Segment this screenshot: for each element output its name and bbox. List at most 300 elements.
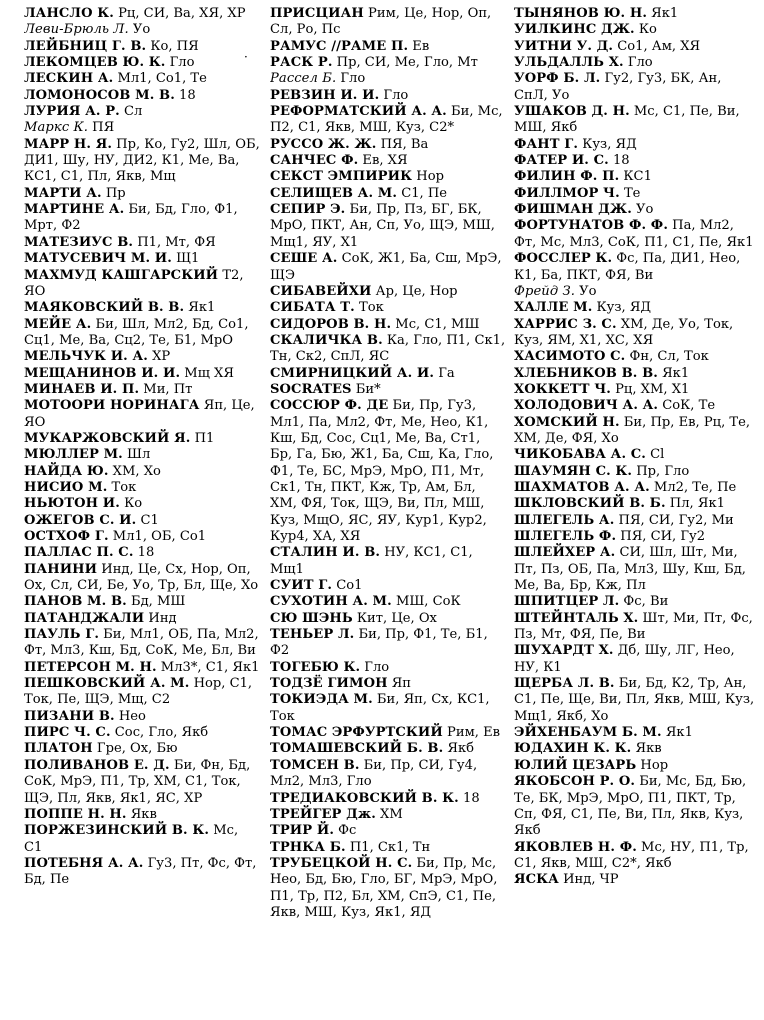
index-entry [270,692,506,725]
entry-name: ПАЛЛАС П. С. [24,545,134,561]
entry-references: Нор [636,757,669,773]
entry-references: Би, Пр, Гу3, Мл1, Па, Мл2, Фт, Ме, Нео, К1, Кш, Бд, Сос, Сц1, Ме, Ва, Ст1, Бр, Га, Бю, Ж1, Ба, Сш, Ка, Гло, Ф1, Те, БС, МрЭ, МрО, П1, Мт, Ск1, Тн, ПКТ, Кж, Тр, Ам, Бл, ХМ, ФЯ, Ток, ЩЭ, Ви, Пл, МШ, Куз, МщО, ЯС, ЯУ, Кур1, Кур2, Кур4, ХА, ХЯ [270,398,494,544]
entry-references: Мл1, ОБ, Со1 [108,529,207,544]
entry-references: Фс, Ви [619,594,669,610]
index-entry [24,562,260,595]
entry-name: ХЛЕБНИКОВ В. В. [514,365,658,381]
index-entry [270,856,506,921]
entry-references: Як1 [647,6,679,21]
entry-references: Якв [126,806,157,822]
index-entry [514,169,758,185]
entry-references: Мл1, Со1, Те [113,71,207,87]
entry-name: ПАНОВ М. В. [24,594,127,610]
entry-name: ТОМСЕН В. [270,757,360,773]
index-entry [270,333,506,366]
index-entry [24,545,260,561]
entry-name: СКАЛИЧКА В. [270,332,383,348]
entry-references: Уо [575,283,597,299]
entry-references: Мс, С1, Пе, Ви, МШ, Якб [514,104,740,136]
entry-name: ПАУЛЬ Г. [24,627,99,643]
index-entry [514,758,758,774]
entry-references: Ток [354,300,384,316]
index-entry [24,856,260,889]
entry-references: Бд, МШ [126,594,186,610]
entry-name: ПАНИНИ [24,561,98,577]
index-entry [514,513,758,529]
entry-name: ХОККЕТТ Ч. [514,381,611,397]
index-entry [24,71,260,87]
index-entry [270,153,506,169]
entry-name: МАРР Н. Я. [24,136,113,152]
entry-references: Со1 [332,578,363,594]
entry-name: РЕФОРМАТСКИЙ А. А. [270,104,447,120]
entry-references: Ток [107,479,137,495]
entry-references: Гло [623,55,653,71]
index-entry [270,660,506,676]
entry-references: Фн, Сл, Ток [625,349,709,365]
entry-name: ПОЛИВАНОВ Е. Д. [24,757,170,773]
entry-name: ШЛЕЙХЕР А. [514,545,616,561]
entry-name: УИЛКИНС ДЖ. [514,22,635,38]
entry-references: Ка, Гло, П1, Ск1, Тн, Ск2, СпЛ, ЯС [270,332,506,365]
entry-references: Ко [119,496,143,512]
entry-name: ПОППЕ Н. Н. [24,806,127,822]
entry-name: ПИЗАНИ В. [24,708,115,724]
entry-name: ПОРЖЕЗИНСКИЙ В. К. [24,823,210,839]
entry-name: УИТНИ У. Д. [514,38,614,54]
entry-name: ЛУРИЯ А. Р. [24,104,120,120]
entry-name: ЛЕЙБНИЦ Г. В. [24,38,147,54]
entry-name: ТРЕЙГЕР Дж. [270,806,376,822]
entry-name: МИНАЕВ И. П. [24,381,140,397]
index-entry [270,6,506,39]
entry-name: СТАЛИН И. В. [270,545,381,561]
entry-references: НУ, КС1, С1, Мщ1 [270,545,473,577]
index-entry [270,725,506,741]
entry-references: СоК, Те [658,398,716,414]
index-entry [514,349,758,365]
entry-name: ШПИТЦЕР Л. [514,594,620,610]
entry-references: Гло [165,55,195,71]
index-entry [270,627,506,660]
entry-name: МАТЕЗИУС В. [24,234,134,250]
entry-name: ЛОМОНОСОВ М. В. [24,87,175,103]
index-entry [514,840,758,873]
entry-references: Гло [360,659,390,675]
index-entry [514,447,758,463]
index-column-2 [270,6,506,1016]
entry-references: ПЯ, Ва [376,136,429,152]
entry-references: Гре, Ох, Бю [92,741,178,757]
entry-name: НЬЮТОН И. [24,496,120,512]
entry-references: Фс [334,823,357,839]
index-entry [514,218,758,251]
index-entry [514,284,758,300]
index-entry [24,725,260,741]
entry-name: ФОССЛЕР К. [514,251,613,267]
index-entry [270,741,506,757]
entry-references: Нео [114,708,146,724]
index-entry [514,6,758,22]
index-entry [24,251,260,267]
entry-name: ПОТЕБНЯ А. А. [24,855,144,871]
entry-references: Те [619,185,641,201]
entry-name: УШАКОВ Д. Н. [514,104,630,120]
index-entry [24,186,260,202]
entry-name: ЯСКА [514,872,559,888]
entry-references: Па, Мл2, Фт, Мс, Мл3, СоК, П1, С1, Пе, Як1 [514,218,754,250]
entry-name: ШУХАРДТ Х. [514,643,614,659]
index-entry [270,398,506,545]
index-entry [24,496,260,512]
index-entry [514,317,758,350]
entry-name: ШАУМЯН С. К. [514,463,633,479]
entry-references: ХР [147,349,171,365]
entry-references: Щ1 [171,251,200,267]
entry-references: Рц, ХМ, Х1 [610,381,690,397]
entry-name: МЕЛЬЧУК И. А. [24,349,148,365]
index-entry [24,137,260,186]
entry-name: ЛАНСЛО К. [24,6,114,21]
entry-name: МЕЩАНИНОВ И. И. [24,365,181,381]
index-entry [514,741,758,757]
entry-references: Пр [101,185,126,201]
entry-references: П1, Ск1, Тн [345,839,431,855]
index-entry [24,300,260,316]
entry-references: Мл3*, С1, Як1 [156,659,260,675]
entry-name: ЩЕРБА Л. В. [514,676,615,692]
entry-references: Би, Мл1, ОБ, Па, Мл2, Фт, Мл3, Кш, Бд, СоК, Ме, Бл, Ви [24,627,259,659]
entry-references: ХМ, Де, Уо, Ток, Куз, ЯМ, Х1, ХС, ХЯ [514,316,734,348]
entry-references: Шт, Ми, Пт, Фс, Пз, Мт, ФЯ, Пе, Ви [514,610,753,643]
entry-name: УОРФ Б. Л. [514,71,601,87]
entry-references: Би, Фн, Бд, СоК, МрЭ, П1, Тр, ХМ, С1, Ток, ЩЭ, Пл, Якв, Як1, ЯС, ХР [24,757,251,806]
entry-name: ШКЛОВСКИЙ В. Б. [514,496,666,512]
index-entry [270,104,506,137]
index-entry [270,840,506,856]
entry-references: Пр, Ко, Гу2, Шл, ОБ, ДИ1, Шу, НУ, ДИ2, К1, Ме, Ва, КС1, С1, Пл, Якв, Мщ [24,136,260,185]
entry-name: ХАЛЛЕ М. [514,300,593,316]
entry-name: ОЖЕГОВ С. И. [24,512,137,528]
entry-name: СИБАТА Т. [270,300,355,316]
entry-name: МАРТИ А. [24,185,102,201]
index-entry [514,71,758,104]
index-entry [24,104,260,120]
entry-name: СОССЮР Ф. ДЕ [270,398,389,414]
entry-name: СЮ ШЭНЬ [270,610,353,626]
entry-references: Як1 [657,365,690,381]
entry-name: МАХМУД КАШГАРСКИЙ [24,267,219,283]
stray-dot: · [244,50,248,64]
entry-name: УЛЬДАЛЛЬ Х. [514,55,624,71]
entry-name: СИБАВЕЙХИ [270,283,372,299]
entry-references: Нор, С1, Ток, Пе, ЩЭ, Мщ, С2 [24,676,253,708]
entry-name: ПЕШКОВСКИЙ А. М. [24,676,190,692]
index-entry [270,545,506,578]
entry-references: Ар, Це, Нор [371,283,458,299]
entry-name: МОТООРИ НОРИНАГА [24,398,200,414]
entry-name: ТОДЗЁ ГИМОН [270,676,388,692]
entry-references: Мс, С1, МШ [391,316,480,332]
index-entry [514,464,758,480]
entry-references: Би, Шл, Мл2, Бд, Со1, Сц1, Ме, Ва, Сц2, Те, Б1, МрО [24,316,249,348]
entry-references: Куз, ЯД [592,300,652,316]
entry-references: Уо [631,202,654,218]
entry-name: ТЫНЯНОВ Ю. Н. [514,6,647,21]
entry-references: Пр, СИ, Ме, Гло, Мт [332,55,478,71]
entry-name: ТРУБЕЦКОЙ Н. С. [270,855,413,871]
index-entry [24,529,260,545]
entry-references: Куз, ЯД [578,136,637,152]
index-entry [24,88,260,104]
entry-references: Дб, Шу, ЛГ, Нео, НУ, К1 [514,643,735,675]
index-entry [24,202,260,235]
index-entry [270,251,506,284]
entry-name: ФАНТ Г. [514,136,579,152]
entry-name: ФИШМАН ДЖ. [514,202,632,218]
index-entry [24,807,260,823]
index-entry [24,676,260,709]
entry-name: ТЕНЬЕР Л. [270,627,355,643]
entry-references: МШ, СоК [391,594,461,610]
index-entry [24,268,260,301]
entry-name: ФИЛИН Ф. П. [514,169,620,185]
entry-name: ЯКОБСОН Р. О. [514,774,636,790]
index-entry [24,431,260,447]
entry-name: СЕПИР Э. [270,202,346,218]
index-entry [24,758,260,807]
entry-references: Би, Пр, СИ, Гу4, Мл2, Мл3, Гло [270,757,478,790]
entry-name: РУССО Ж. Ж. [270,136,377,152]
index-entry [270,366,506,382]
entry-name: ТОГЕБЮ К. [270,659,361,675]
entry-name: SOCRATES [270,381,352,397]
entry-references: Якв [631,741,662,757]
entry-references: Уо [128,22,151,38]
index-entry [270,39,506,55]
index-entry [24,120,260,136]
entry-name: ТОКИЭДА М. [270,692,373,708]
entry-references: Ев [408,38,430,54]
entry-references: Инд, Це, Сх, Нор, Оп, Ох, Сл, СИ, Бе, Уо, Тр, Бл, Ще, Хо [24,561,259,594]
entry-references: Фс, Па, ДИ1, Нео, К1, Ба, ПКТ, ФЯ, Ви [514,251,741,283]
entry-name: ЭЙХЕНБАУМ Б. М. [514,725,662,741]
index-entry [514,137,758,153]
entry-name: СУИТ Г. [270,578,333,594]
entry-references: Гу3, Пт, Фс, Фт, Бд, Пе [24,855,257,888]
index-entry [24,480,260,496]
index-entry [514,398,758,414]
entry-references: Сл [119,104,143,120]
entry-name: СУХОТИН А. М. [270,594,392,610]
index-entry [514,872,758,888]
entry-name: РАМУС //РАМЕ П. [270,38,409,54]
entry-references: Рц, СИ, Ва, ХЯ, ХР [113,6,246,21]
entry-name: ШАХМАТОВ А. А. [514,479,650,495]
entry-name: СЕЛИЩЕВ А. М. [270,185,398,201]
index-entry [270,676,506,692]
entry-references: Кит, Це, Ох [352,610,437,626]
entry-references: Сl [645,447,665,463]
entry-name: ЯКОВЛЕВ Н. Ф. [514,839,637,855]
entry-references: ХМ, Хо [108,463,161,479]
entry-references: 18 [174,87,196,103]
entry-references: Би, Бд, Гло, Ф1, Мрт, Ф2 [24,202,238,234]
entry-references: Мс, С1 [24,823,239,855]
index-entry [24,709,260,725]
entry-name: ТРИР Й. [270,823,334,839]
index-entry [24,235,260,251]
index-entry [24,513,260,529]
index-entry [270,807,506,823]
index-entry [270,71,506,87]
index-entry [270,578,506,594]
entry-references: Га [434,365,455,381]
entry-name: ФОРТУНАТОВ Ф. Ф. [514,218,668,234]
entry-name: ТОМАШЕВСКИЙ Б. В. [270,741,444,757]
index-entry [270,88,506,104]
entry-name: ХАРРИС З. С. [514,316,617,332]
index-entry [514,529,758,545]
index-entry [514,300,758,316]
entry-name: ХОМСКИЙ Н. [514,414,620,430]
index-entry [270,137,506,153]
entry-references: Як1 [661,725,693,741]
index-entry [24,594,260,610]
entry-references: Ко, ПЯ [146,38,199,54]
index-entry [270,284,506,300]
entry-references: СИ, Шл, Шт, Ми, Пт, Пз, ОБ, Па, Мл3, Шу, Кш, Бд, Ме, Ва, Бр, Кж, Пл [514,545,746,594]
index-entry [270,823,506,839]
index-entry [24,823,260,856]
index-entry [24,464,260,480]
index-entry [24,317,260,350]
entry-name: ЮДАХИН К. К. [514,741,632,757]
entry-name: ШЛЕГЕЛЬ Ф. [514,529,617,544]
entry-name: ПРИСЦИАН [270,6,364,21]
entry-references: Би, Пр, Ф1, Те, Б1, Ф2 [270,627,488,659]
index-entry [24,349,260,365]
entry-references: С1 [136,512,159,528]
entry-references: Ко [634,22,657,38]
entry-name: Фрейд З. [514,283,576,299]
entry-references: Мс, НУ, П1, Тр, С1, Якв, МШ, С2*, Якб [514,839,749,871]
index-entry [270,594,506,610]
entry-references: ХМ [375,806,403,822]
index-entry [24,382,260,398]
index-column-1 [24,6,260,1016]
entry-references: Яп [387,676,412,692]
entry-name: ШТЕЙНТАЛЬ Х. [514,610,639,626]
index-entry [514,366,758,382]
index-entry [24,627,260,660]
index-entry [514,186,758,202]
entry-references: Би, Бд, К2, Тр, Ан, С1, Пе, Ще, Ви, Пл, Якв, МШ, Куз, Мщ1, Якб, Хо [514,676,755,724]
index-entry [24,611,260,627]
entry-references: СоК, Ж1, Ба, Сш, МрЭ, ЩЭ [270,251,502,283]
index-entry [24,6,260,22]
entry-name: НАЙДА Ю. [24,463,109,479]
entry-name: САНЧЕС Ф. [270,153,359,169]
entry-references: Со1, Ам, ХЯ [613,38,701,54]
index-entry [270,169,506,185]
entry-references: Шл [122,447,151,463]
entry-name: СЕШЕ А. [270,251,338,267]
entry-name: ПЛАТОН [24,741,93,757]
entry-references: Пр, Гло [632,463,690,479]
entry-references: Гло [336,71,366,87]
entry-references: Би* [351,381,381,397]
index-entry [270,186,506,202]
entry-name: СМИРНИЦКИЙ А. И. [270,365,435,381]
entry-references: Гло [379,87,409,103]
entry-name: ФАТЕР И. С. [514,153,609,169]
index-entry [24,39,260,55]
index-column-3 [514,6,758,1016]
entry-references: Ев, ХЯ [358,153,408,169]
entry-references: 18 [133,545,155,561]
entry-references: С1, Пе [397,185,448,201]
entry-name: ОСТХОФ Г. [24,529,109,544]
index-entry [514,39,758,55]
entry-references: Як1 [184,300,216,316]
entry-name: ШЛЕГЕЛЬ А. [514,512,615,528]
entry-name: СЕКСТ ЭМПИРИК [270,169,413,185]
entry-name: МЮЛЛЕР М. [24,447,123,463]
entry-name: СИДОРОВ В. Н. [270,316,392,332]
index-entry [514,22,758,38]
entry-name: МАЯКОВСКИЙ В. В. [24,300,185,316]
index-entry [514,55,758,71]
entry-references: Мщ ХЯ [180,365,234,381]
index-entry [270,202,506,251]
entry-name: МЕЙЕ А. [24,316,92,332]
entry-name: ЧИКОБАВА А. С. [514,447,646,463]
entry-references: Сос, Гло, Якб [110,725,209,741]
index-entry [24,22,260,38]
index-entry [24,398,260,431]
index-entry [270,317,506,333]
entry-references: Гу2, Гу3, БК, Ан, СпЛ, Уо [514,71,722,103]
entry-name: ПАТАНДЖАЛИ [24,610,145,626]
entry-references: Якб [443,741,475,757]
entry-name: ЮЛИЙ ЦЕЗАРЬ [514,757,637,773]
entry-references: П1, Мт, ФЯ [133,234,216,250]
index-entry [270,382,506,398]
index-entry [514,611,758,644]
entry-name: ХОЛОДОВИЧ А. А. [514,398,659,414]
entry-name: МУКАРЖОВСКИЙ Я. [24,430,191,446]
entry-references: Пл, Як1 [665,496,725,512]
entry-name: РЕВЗИН И. И. [270,87,380,103]
index-entry [514,545,758,594]
entry-references: Би, Мс, Бд, Бю, Те, БК, МрЭ, МрО, П1, ПКТ, Тр, Сп, ФЯ, С1, Пе, Ви, Пл, Якв, Куз, Якб [514,774,747,839]
entry-references: ПЯ [88,120,115,136]
entry-references: Нор [412,169,444,185]
entry-references: Мл2, Те, Пе [649,479,737,495]
entry-name: ЛЕСКИН А. [24,71,114,87]
index-entry [514,676,758,725]
entry-name: Маркс К. [24,120,89,136]
index-entry [514,382,758,398]
index-entry [24,447,260,463]
entry-name: Леви-Брюль Л. [24,22,129,38]
entry-name: РАСК Р. [270,55,333,71]
entry-name: ТРЕДИАКОВСКИЙ В. К. [270,790,459,806]
index-entry [270,55,506,71]
entry-name: ХАСИМОТО С. [514,349,626,365]
entry-name: ПЕТЕРСОН М. Н. [24,659,157,675]
